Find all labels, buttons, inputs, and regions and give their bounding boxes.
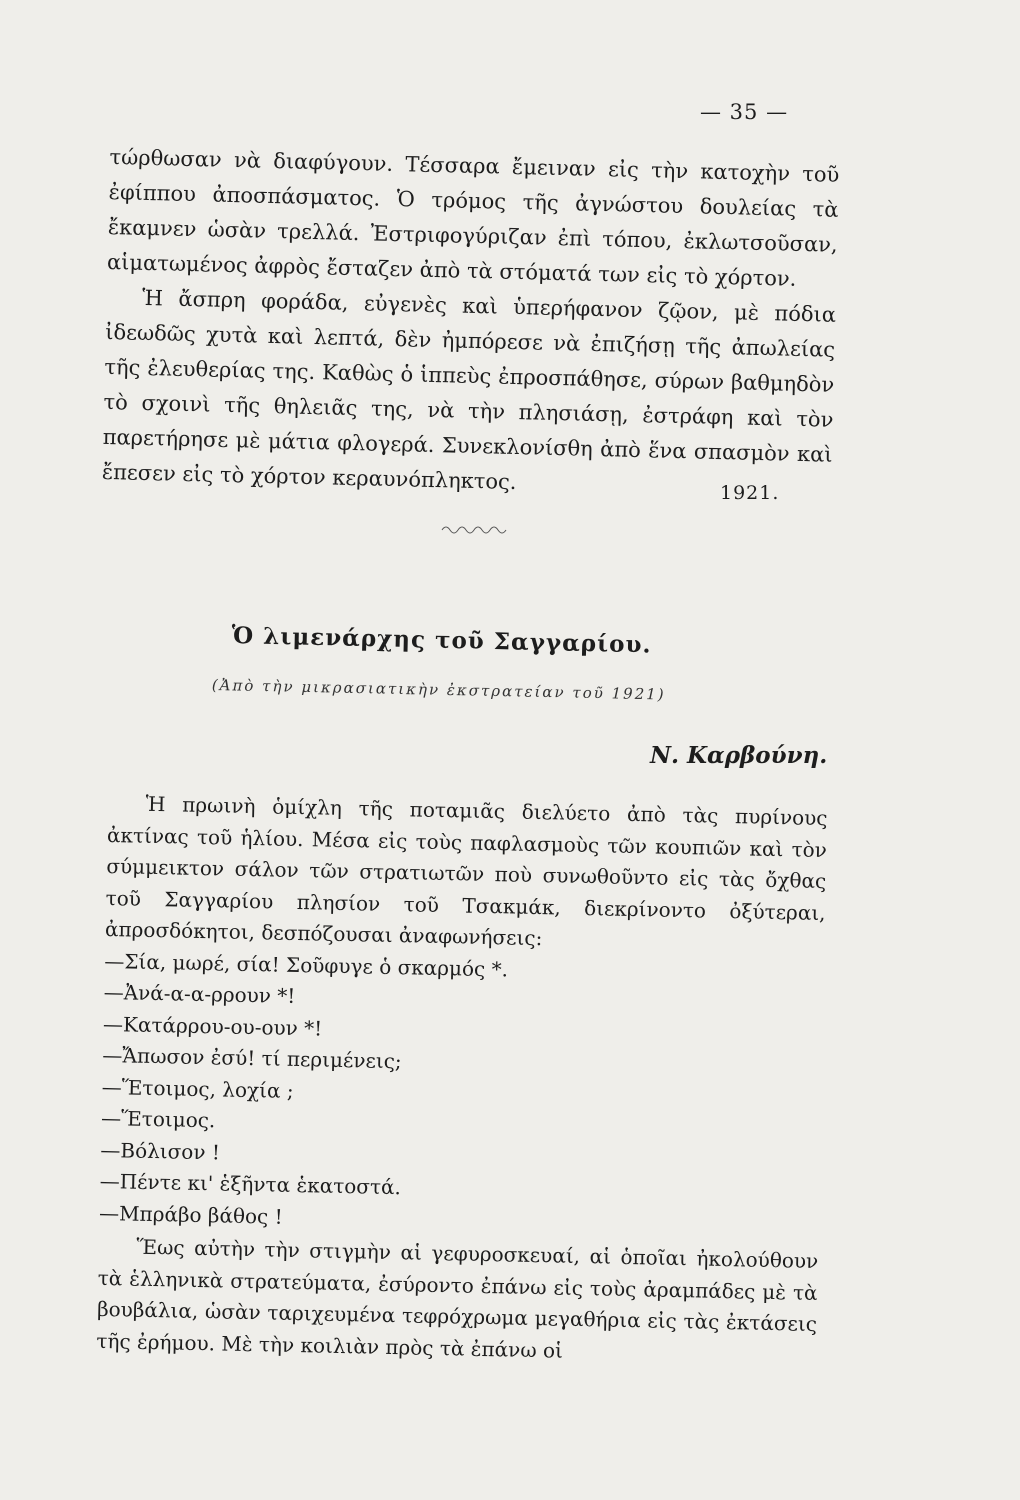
story-ending xyxy=(101,140,839,508)
paragraph: τώρθωσαν νὰ διαφύγουν. Τέσσαρα ἔμειναν εἰς τὴν κατοχὴν τοῦ ἐφίππου ἀποσπάσματος. Ὁ τρόμος τῆς ἀγνώστου δουλείας τὰ ἔκαμνεν ὡσὰν τρελλά. Ἐστριφογύριζαν ἐπὶ τόπου, ἐκλωτσοῦσαν, αἱματωμένος ἀφρὸς ἔσταζεν ἀπὸ τὰ στόματά των εἰς τὸ χόρτον. xyxy=(106,144,840,291)
page-number: — 35 — xyxy=(700,100,789,124)
story-subtitle: (Ἀπὸ τὴν μικρασιατικὴν ἐκστρατείαν τοῦ 1921) xyxy=(211,676,666,704)
dialogue-line: —Ἕτοιμος, λοχία ; xyxy=(101,1074,294,1103)
story-title: Ὁ λιμενάρχης τοῦ Σαγγαρίου. xyxy=(231,622,652,659)
dialogue-line: —Μπράβο βάθος ! xyxy=(98,1200,283,1229)
story-date: 1921. xyxy=(720,482,780,504)
dialogue-list xyxy=(99,945,825,1244)
dialogue-line: —Ἀνά-α-α-ρρουν *! xyxy=(103,979,296,1008)
dialogue-line: —Βόλισον ! xyxy=(100,1137,221,1164)
paragraph: Ἡ ἄσπρη φοράδα, εὐγενὲς καὶ ὑπερήφανον ζῷον, μὲ πόδια ἰδεωδῶς χυτὰ καὶ λεπτά, δὲν ἠμπόρεσε νὰ ἐπιζήσῃ τῆς ἀπωλείας τῆς ἐλευθερίας της. Καθὼς ὁ ἱππεὺς ἐπροσπάθησε, σύρων βαθμηδὸν τὸ σχοινὶ τῆς θηλειᾶς της, νὰ τὴν πλησιάσῃ, ἐστράφη καὶ τὸν παρετήρησε μὲ μάτια φλογερά. Συνεκλονίσθη ἀπὸ ἕνα σπασμὸν καὶ ἔπεσεν εἰς τὸ χόρτον κεραυνόπληκτος. xyxy=(101,285,837,495)
paragraph: Ἡ πρωινὴ ὁμίχλη τῆς ποταμιᾶς διελύετο ἀπὸ τὰς πυρίνους ἀκτίνας τοῦ ἡλίου. Μέσα εἰς τοὺς παφλασμοὺς τῶν κουπιῶν καὶ τὸν σύμμεικτον σάλον τῶν στρατιωτῶν ποὺ συνωθοῦντο εἰς τὰς ὄχθας τοῦ Σαγγαρίου πλησίον τοῦ Τσακμάκ, διεκρίνοντο ὀξύτεραι, ἀπροσδόκητοι, δεσπόζουσαι ἀναφωνήσεις: xyxy=(104,791,828,951)
paragraph: Ἕως αὐτὴν τὴν στιγμὴν αἱ γεφυροσκευαί, αἱ ὁποῖαι ἠκολούθουν τὰ ἑλληνικὰ στρατεύματα, ἐσύροντο ἐπάνω εἰς τοὺς ἀραμπάδες μὲ τὰ βουβάλια, ὡσὰν ταριχευμένα τεφρόχρωμα μεγαθήρια εἰς τὰς ἐκτάσεις τῆς ἐρήμου. Μὲ τὴν κοιλιὰν πρὸς τὰ ἐπάνω οἱ xyxy=(96,1234,819,1363)
dialogue-line: —Ἄπωσον ἐσύ! τί περιμένεις; xyxy=(102,1042,402,1074)
dialogue-line: —Πέντε κι' ἑξῆντα ἑκατοστά. xyxy=(99,1168,402,1200)
dialogue-line: —Σία, μωρέ, σία! Σοῦφυγε ὁ σκαρμός *. xyxy=(104,948,509,981)
story-author: Ν. Καρβούνη. xyxy=(650,742,828,769)
ornamental-divider xyxy=(440,522,510,536)
dialogue-line: —Ἕτοιμος. xyxy=(100,1105,216,1133)
dialogue-line: —Κατάρρου-ου-ουν *! xyxy=(102,1011,323,1041)
story-body xyxy=(96,788,828,1372)
